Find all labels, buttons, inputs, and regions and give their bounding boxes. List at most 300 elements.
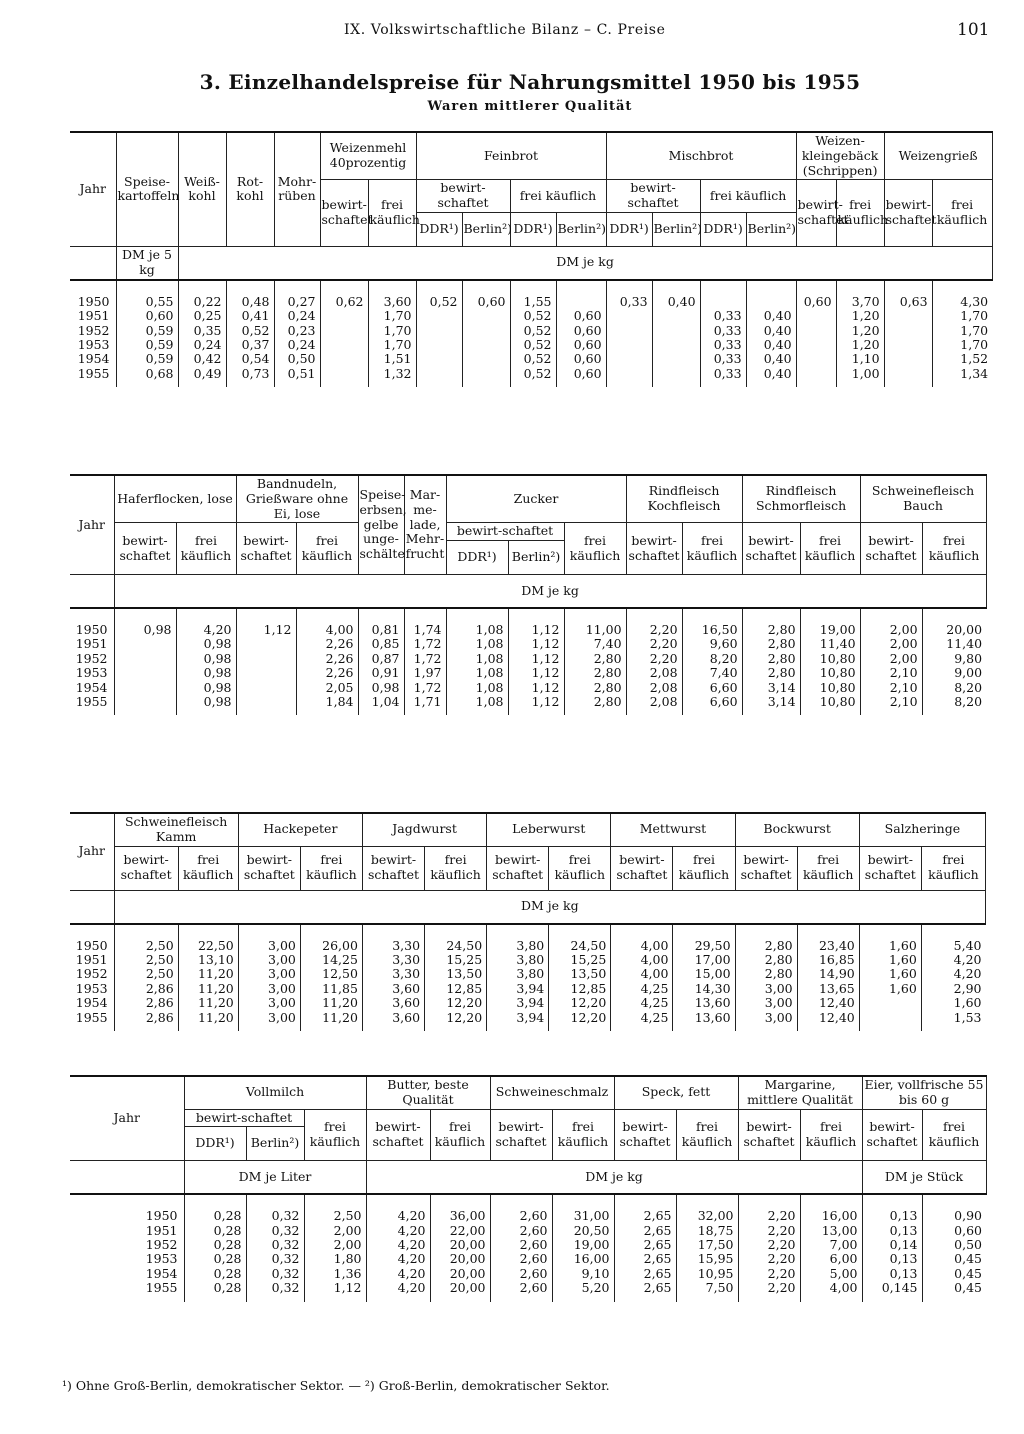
value-cell (796, 367, 836, 387)
sub-header: frei käuflich (682, 523, 742, 575)
value-cell: 10,80 (800, 695, 860, 715)
value-cell: 3,30 (362, 953, 424, 967)
running-header (0, 18, 1024, 48)
sub-header: frei käuflich (676, 1109, 738, 1161)
value-cell (606, 338, 652, 352)
value-cell: 0,45 (922, 1252, 986, 1266)
table-row (70, 1281, 986, 1301)
group-header: Zucker (446, 475, 626, 523)
year-cell: 1950 (75, 622, 108, 637)
value-cell: 2,86 (114, 982, 178, 996)
value-cell: 0,63 (884, 280, 932, 309)
value-cell: 7,40 (682, 666, 742, 680)
value-cell: 0,55 (116, 280, 178, 309)
value-cell: 1,52 (932, 352, 992, 366)
ddr-header: DDR¹) (184, 1127, 246, 1161)
value-cell: 16,50 (682, 608, 742, 637)
value-cell (416, 309, 462, 323)
value-cell: 14,25 (300, 953, 362, 967)
sub-header: bewirt-schaftet (487, 846, 549, 890)
value-cell: 6,60 (682, 695, 742, 715)
value-cell: 1,00 (836, 367, 884, 387)
group-header: Mischbrot (606, 132, 796, 180)
value-cell: 31,00 (552, 1194, 614, 1223)
value-cell: 1,72 (404, 652, 446, 666)
value-cell (652, 309, 700, 323)
value-cell: 4,00 (611, 967, 673, 981)
value-cell: 1,55 (510, 280, 556, 309)
value-cell: 0,33 (700, 367, 746, 387)
value-cell: 3,60 (362, 982, 424, 996)
value-cell: 0,145 (862, 1281, 922, 1301)
value-cell: 0,50 (274, 352, 320, 366)
jahr-header: Jahr (70, 813, 114, 890)
value-cell: 1,70 (932, 338, 992, 352)
value-cell: 0,68 (116, 367, 178, 387)
value-cell: 2,65 (614, 1238, 676, 1252)
value-cell: 2,65 (614, 1267, 676, 1281)
value-cell: 0,60 (116, 309, 178, 323)
value-cell (884, 309, 932, 323)
value-cell: 11,20 (178, 996, 238, 1010)
value-cell: 1,20 (836, 309, 884, 323)
value-cell: 1,12 (508, 681, 564, 695)
value-cell: 20,50 (552, 1224, 614, 1238)
value-cell: 0,49 (178, 367, 226, 387)
value-cell: 2,80 (742, 666, 800, 680)
year-cell: 1950 (77, 293, 110, 309)
value-cell: 11,00 (564, 608, 626, 637)
value-cell (652, 367, 700, 387)
price-table-3 (70, 812, 986, 1031)
value-cell: 2,10 (860, 695, 922, 715)
value-cell (236, 681, 296, 695)
value-cell (556, 280, 606, 309)
value-cell: 12,20 (549, 1011, 611, 1031)
value-cell: 0,60 (556, 324, 606, 338)
value-cell (796, 352, 836, 366)
value-cell (606, 309, 652, 323)
table-row (70, 967, 986, 981)
value-cell: 1,80 (304, 1252, 366, 1266)
unit-label: DM je kg (114, 575, 986, 609)
group-header: Mettwurst (611, 813, 735, 846)
value-cell: 0,52 (510, 309, 556, 323)
value-cell (236, 666, 296, 680)
value-cell: 2,20 (626, 608, 682, 637)
value-cell: 8,20 (682, 652, 742, 666)
table-row (70, 666, 986, 680)
value-cell: 24,50 (549, 924, 611, 953)
value-cell: 0,13 (862, 1194, 922, 1223)
value-cell: 7,40 (564, 637, 626, 651)
sub-header: frei käuflich (800, 1109, 862, 1161)
value-cell: 1,84 (296, 695, 358, 715)
value-cell: 6,60 (682, 681, 742, 695)
value-cell: 1,08 (446, 608, 508, 637)
footnote: ¹) Ohne Groß-Berlin, demokratischer Sektor. — ²) Groß-Berlin, demokratischer Sektor. (62, 1378, 610, 1393)
sub-header: frei käuflich (673, 846, 735, 890)
value-cell: 2,60 (490, 1267, 552, 1281)
group-header: Eier, vollfrische 55 bis 60 g (862, 1076, 986, 1109)
berlin-header: Berlin²) (246, 1127, 304, 1161)
value-cell: 3,80 (487, 967, 549, 981)
value-cell: 1,12 (508, 637, 564, 651)
value-cell: 0,37 (226, 338, 274, 352)
value-cell: 0,98 (176, 652, 236, 666)
table-row (70, 1194, 986, 1223)
value-cell (796, 309, 836, 323)
table-row (70, 608, 986, 637)
group-header: Bockwurst (735, 813, 859, 846)
value-cell: 1,60 (859, 967, 921, 981)
group-header: Speck, fett (614, 1076, 738, 1109)
value-cell: 2,60 (490, 1281, 552, 1301)
value-cell: 2,60 (490, 1238, 552, 1252)
value-cell: 0,40 (652, 280, 700, 309)
value-cell (606, 324, 652, 338)
value-cell: 3,60 (368, 280, 416, 309)
value-cell: 4,25 (611, 1011, 673, 1031)
year-cell: 1955 (145, 1280, 178, 1296)
year-cell: 1954 (75, 679, 108, 695)
sub-header: bewirt-schaftet (860, 523, 922, 575)
value-cell: 3,00 (238, 967, 300, 981)
value-cell: 1,20 (836, 324, 884, 338)
value-cell: 0,91 (358, 666, 404, 680)
year-cell: 1953 (75, 665, 108, 681)
value-cell: 13,50 (425, 967, 487, 981)
value-cell: 3,00 (238, 996, 300, 1010)
value-cell: 1,08 (446, 666, 508, 680)
value-cell: 11,85 (300, 982, 362, 996)
value-cell (462, 367, 510, 387)
value-cell: 0,27 (274, 280, 320, 309)
value-cell: 0,81 (358, 608, 404, 637)
value-cell: 0,40 (746, 367, 796, 387)
value-cell: 0,98 (114, 608, 176, 637)
value-cell: 2,05 (296, 681, 358, 695)
col-header: Mar-me-lade, Mehr-frucht (404, 475, 446, 575)
value-cell (114, 652, 176, 666)
value-cell: 11,20 (300, 996, 362, 1010)
value-cell: 1,97 (404, 666, 446, 680)
value-cell: 22,50 (178, 924, 238, 953)
value-cell (320, 352, 368, 366)
sub-header: bewirt-schaftet (884, 180, 932, 247)
value-cell: 0,41 (226, 309, 274, 323)
group-header: Rindfleisch Kochfleisch (626, 475, 742, 523)
col-header: Weiß-kohl (178, 132, 226, 246)
value-cell: 2,20 (738, 1267, 800, 1281)
value-cell: 1,12 (508, 695, 564, 715)
unit-label: DM je Stück (862, 1161, 986, 1195)
jahr-header: Jahr (70, 1076, 184, 1161)
value-cell: 10,80 (800, 681, 860, 695)
value-cell: 0,23 (274, 324, 320, 338)
value-cell: 1,60 (859, 982, 921, 996)
value-cell: 0,59 (116, 324, 178, 338)
value-cell: 0,98 (176, 695, 236, 715)
ddr-header: DDR¹) (510, 212, 556, 246)
value-cell (652, 338, 700, 352)
year-cell: 1951 (145, 1222, 178, 1238)
table-row (70, 1011, 986, 1031)
group-header: Weizengrieß (884, 132, 992, 180)
value-cell: 0,33 (700, 324, 746, 338)
value-cell: 3,00 (238, 924, 300, 953)
year-cell: 1955 (75, 694, 108, 710)
year-cell: 1952 (145, 1237, 178, 1253)
value-cell: 0,45 (922, 1267, 986, 1281)
value-cell (320, 324, 368, 338)
sub-header: bewirt-schaftet (184, 1109, 304, 1127)
value-cell: 0,52 (510, 352, 556, 366)
value-cell: 0,48 (226, 280, 274, 309)
value-cell: 12,20 (425, 996, 487, 1010)
value-cell: 0,51 (274, 367, 320, 387)
value-cell: 3,94 (487, 1011, 549, 1031)
value-cell: 0,24 (274, 338, 320, 352)
value-cell: 2,20 (738, 1281, 800, 1301)
value-cell: 4,25 (611, 982, 673, 996)
sub-header: frei käuflich (932, 180, 992, 247)
value-cell: 13,65 (797, 982, 859, 996)
value-cell: 1,60 (921, 996, 985, 1010)
value-cell: 2,00 (860, 652, 922, 666)
value-cell: 1,12 (236, 608, 296, 637)
value-cell: 1,70 (932, 324, 992, 338)
value-cell: 2,65 (614, 1224, 676, 1238)
value-cell: 2,00 (304, 1238, 366, 1252)
value-cell: 20,00 (430, 1267, 490, 1281)
group-header: Schweinefleisch Bauch (860, 475, 986, 523)
value-cell: 0,28 (184, 1252, 246, 1266)
value-cell: 1,32 (368, 367, 416, 387)
value-cell: 2,80 (564, 695, 626, 715)
value-cell: 2,80 (742, 652, 800, 666)
table-row (70, 1224, 986, 1238)
ddr-header: DDR¹) (700, 212, 746, 246)
sub-header: frei käuflich (178, 846, 238, 890)
sub-header: frei käuflich (836, 180, 884, 247)
year-cell: 1950 (145, 1208, 178, 1224)
value-cell: 0,40 (746, 338, 796, 352)
value-cell (796, 324, 836, 338)
value-cell: 0,14 (862, 1238, 922, 1252)
value-cell: 3,60 (362, 996, 424, 1010)
sub-header: bewirt-schaftet (738, 1109, 800, 1161)
value-cell: 0,25 (178, 309, 226, 323)
ddr-header: DDR¹) (416, 212, 462, 246)
value-cell: 16,85 (797, 953, 859, 967)
value-cell: 5,40 (921, 924, 985, 953)
value-cell: 3,00 (735, 982, 797, 996)
sub-header: frei käuflich (510, 180, 606, 213)
value-cell (859, 996, 921, 1010)
table-row (70, 338, 992, 352)
value-cell: 8,20 (922, 681, 986, 695)
value-cell: 3,00 (735, 1011, 797, 1031)
value-cell: 0,13 (862, 1267, 922, 1281)
value-cell: 0,32 (246, 1224, 304, 1238)
sub-header: bewirt-schaftet (862, 1109, 922, 1161)
value-cell: 3,94 (487, 982, 549, 996)
value-cell: 2,80 (564, 681, 626, 695)
value-cell: 4,00 (296, 608, 358, 637)
value-cell: 0,32 (246, 1252, 304, 1266)
sub-header: bewirt-schaftet (362, 846, 424, 890)
sub-header: frei käuflich (922, 1109, 986, 1161)
table-row (70, 1252, 986, 1266)
value-cell: 3,30 (362, 967, 424, 981)
price-table-2 (70, 474, 987, 715)
value-cell: 2,20 (738, 1252, 800, 1266)
sub-header: frei käuflich (564, 523, 626, 575)
value-cell: 2,10 (860, 666, 922, 680)
jahr-header: Jahr (70, 132, 116, 246)
table-row (70, 367, 992, 387)
value-cell: 4,20 (921, 967, 985, 981)
value-cell: 4,20 (366, 1281, 430, 1301)
sub-header: bewirt-schaftet (366, 1109, 430, 1161)
unit-label: DM je Liter (184, 1161, 366, 1195)
value-cell: 14,30 (673, 982, 735, 996)
sub-header: bewirt-schaftet (742, 523, 800, 575)
value-cell: 0,33 (700, 352, 746, 366)
value-cell: 19,00 (800, 608, 860, 637)
value-cell: 0,33 (606, 280, 652, 309)
value-cell: 0,85 (358, 637, 404, 651)
value-cell: 13,60 (673, 1011, 735, 1031)
group-header: Margarine, mittlere Qualität (738, 1076, 862, 1109)
berlin-header: Berlin²) (746, 212, 796, 246)
value-cell (884, 338, 932, 352)
sub-header: frei käuflich (304, 1109, 366, 1161)
value-cell: 0,59 (116, 352, 178, 366)
value-cell: 0,98 (176, 681, 236, 695)
value-cell: 13,60 (673, 996, 735, 1010)
value-cell: 0,28 (184, 1194, 246, 1223)
value-cell (884, 324, 932, 338)
value-cell: 1,08 (446, 637, 508, 651)
value-cell: 2,20 (626, 652, 682, 666)
value-cell: 9,80 (922, 652, 986, 666)
value-cell: 2,90 (921, 982, 985, 996)
value-cell: 0,24 (274, 309, 320, 323)
value-cell: 1,12 (508, 652, 564, 666)
table-row (70, 996, 986, 1010)
value-cell: 0,28 (184, 1238, 246, 1252)
group-header: Hackepeter (238, 813, 362, 846)
value-cell: 11,40 (922, 637, 986, 651)
value-cell: 0,24 (178, 338, 226, 352)
value-cell: 2,20 (738, 1224, 800, 1238)
value-cell: 0,33 (700, 309, 746, 323)
table-row (70, 280, 992, 309)
value-cell: 2,65 (614, 1281, 676, 1301)
value-cell: 2,20 (626, 637, 682, 651)
value-cell: 1,60 (859, 924, 921, 953)
value-cell (796, 338, 836, 352)
value-cell (320, 367, 368, 387)
value-cell: 2,50 (114, 924, 178, 953)
value-cell: 1,12 (304, 1281, 366, 1301)
year-cell: 1951 (75, 636, 108, 652)
value-cell: 2,00 (860, 637, 922, 651)
value-cell: 12,85 (549, 982, 611, 996)
value-cell: 2,26 (296, 652, 358, 666)
value-cell: 2,60 (490, 1194, 552, 1223)
value-cell (236, 637, 296, 651)
table-row (70, 953, 986, 967)
value-cell: 3,30 (362, 924, 424, 953)
value-cell: 0,60 (556, 352, 606, 366)
berlin-header: Berlin²) (652, 212, 700, 246)
value-cell: 1,08 (446, 695, 508, 715)
value-cell: 1,36 (304, 1267, 366, 1281)
sub-header: bewirt-schaftet (416, 180, 510, 213)
year-cell: 1951 (75, 951, 108, 967)
value-cell: 12,40 (797, 996, 859, 1010)
value-cell: 15,25 (425, 953, 487, 967)
value-cell: 4,00 (611, 953, 673, 967)
value-cell: 0,87 (358, 652, 404, 666)
value-cell (652, 324, 700, 338)
value-cell: 6,00 (800, 1252, 862, 1266)
value-cell: 20,00 (430, 1281, 490, 1301)
value-cell: 3,70 (836, 280, 884, 309)
unit-label: DM je 5 kg (116, 246, 178, 280)
table-row (70, 681, 986, 695)
value-cell: 0,60 (556, 309, 606, 323)
value-cell: 17,50 (676, 1238, 738, 1252)
value-cell: 12,40 (797, 1011, 859, 1031)
value-cell: 10,80 (800, 652, 860, 666)
unit-label: DM je kg (114, 890, 985, 924)
value-cell: 1,51 (368, 352, 416, 366)
value-cell: 9,60 (682, 637, 742, 651)
value-cell (884, 352, 932, 366)
value-cell: 0,40 (746, 324, 796, 338)
value-cell: 0,60 (796, 280, 836, 309)
value-cell: 0,52 (510, 338, 556, 352)
value-cell: 11,40 (800, 637, 860, 651)
value-cell: 0,13 (862, 1224, 922, 1238)
value-cell: 2,60 (490, 1252, 552, 1266)
value-cell: 4,20 (366, 1252, 430, 1266)
value-cell: 4,20 (176, 608, 236, 637)
value-cell: 1,08 (446, 681, 508, 695)
value-cell: 0,54 (226, 352, 274, 366)
berlin-header: Berlin²) (556, 212, 606, 246)
group-header: Vollmilch (184, 1076, 366, 1109)
value-cell: 1,70 (932, 309, 992, 323)
value-cell (462, 324, 510, 338)
value-cell: 3,00 (735, 996, 797, 1010)
value-cell: 3,80 (487, 924, 549, 953)
group-header: Schweinefleisch Kamm (114, 813, 238, 846)
value-cell: 3,80 (487, 953, 549, 967)
value-cell: 15,00 (673, 967, 735, 981)
year-cell: 1955 (75, 1009, 108, 1025)
value-cell: 0,98 (358, 681, 404, 695)
table-row (70, 1238, 986, 1252)
value-cell: 18,75 (676, 1224, 738, 1238)
value-cell: 15,25 (549, 953, 611, 967)
value-cell: 8,20 (922, 695, 986, 715)
value-cell: 0,22 (178, 280, 226, 309)
